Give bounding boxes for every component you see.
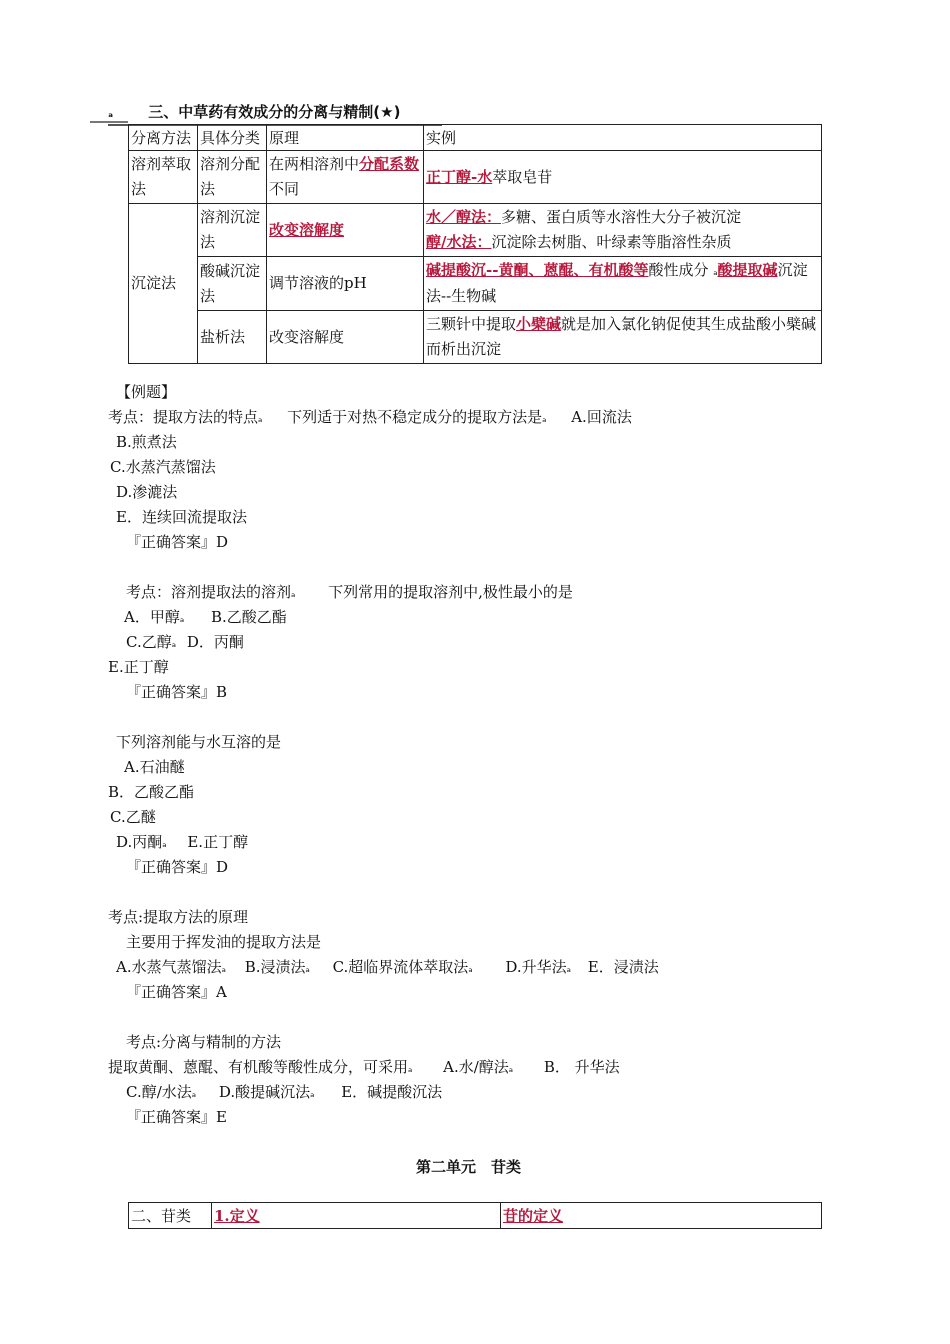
question-line: 考点：溶剂提取法的溶剂ₐ 下列常用的提取溶剂中,极性最小的是	[126, 583, 573, 601]
example-cell: 水／醇法：多糖、蛋白质等水溶性大分子被沉淀 醇/水法：沉淀除去树脂、叶绿素等脂溶性杂质	[424, 204, 822, 257]
option: B．乙酸乙酯	[108, 783, 195, 801]
table-row	[129, 257, 822, 311]
method-cell: 溶剂萃取法	[129, 151, 198, 204]
option-row: C.乙醇ₐ D．丙酮	[126, 633, 244, 651]
option: A.石油醚	[124, 758, 185, 776]
header-cell: 实例	[424, 125, 822, 151]
answer: 『正确答案』E	[126, 1108, 227, 1126]
option-row: C.醇/水法ₐ D.酸提碱沉法ₐ E．碱提酸沉法	[126, 1083, 443, 1101]
header-cell: 原理	[267, 125, 424, 151]
example-cell: 三颗针中提取小檗碱就是加入氯化钠促使其生成盐酸小檗碱而析出沉淀	[424, 311, 822, 364]
header-cell: 分离方法	[129, 125, 198, 151]
table-row	[129, 204, 822, 257]
table-row	[129, 151, 822, 204]
heading-rule	[90, 121, 128, 123]
example-cell: 正丁醇-水萃取皂苷	[424, 151, 822, 204]
method-cell: 沉淀法	[129, 204, 198, 364]
subcategory-cell: 酸碱沉淀法	[198, 257, 267, 311]
option-row: A．甲醇ₐ B.乙酸乙酯	[124, 608, 287, 626]
option: E.正丁醇	[108, 658, 169, 676]
option-row: D.丙酮ₐ E.正丁醇	[116, 833, 249, 851]
answer: 『正确答案』D	[126, 858, 229, 876]
paragraph-mark-icon: ₐ	[291, 587, 296, 600]
highlight-text: 正丁醇-水	[426, 167, 493, 186]
topic-cell: 1.定义	[212, 1203, 501, 1229]
table-header-row	[129, 125, 822, 151]
separation-methods-table	[128, 124, 822, 364]
question-line: 考点:分离与精制的方法	[126, 1033, 282, 1051]
principle-cell	[267, 204, 424, 257]
answer: 『正确答案』A	[126, 983, 227, 1001]
table-row	[129, 311, 822, 364]
question-line: 提取黄酮、蒽醌、有机酸等酸性成分，可采用ₐ A.水/醇法ₐ B． 升华法	[108, 1058, 620, 1076]
option-row: A.水蒸气蒸馏法ₐ B.浸渍法ₐ C.超临界流体萃取法ₐ D.升华法ₐ E．浸渍法	[116, 958, 659, 976]
question-line: 考点:提取方法的原理	[108, 908, 249, 926]
option: A.回流法	[571, 408, 632, 426]
paragraph-mark-icon: ₐ	[258, 412, 263, 425]
principle-cell: 调节溶液的pH	[267, 257, 424, 311]
principle-cell: 在两相溶剂中分配系数不同	[267, 151, 424, 204]
question-stem: 下列溶剂能与水互溶的是	[116, 733, 282, 751]
option: C.水蒸汽蒸馏法	[110, 458, 216, 476]
answer: 『正确答案』B	[126, 683, 228, 701]
answer: 『正确答案』D	[126, 533, 229, 551]
subcategory-cell: 盐析法	[198, 311, 267, 364]
detail-cell: 苷的定义	[501, 1203, 822, 1229]
unit-title: 第二单元 苷类	[416, 1158, 522, 1176]
paragraph-mark-icon: ₐ	[108, 107, 114, 120]
question-stem: 主要用于挥发油的提取方法是	[126, 933, 322, 951]
option: D.渗漉法	[116, 483, 178, 501]
question-line: 考点：提取方法的特点ₐ 下列适于对热不稳定成分的提取方法是ₐ A.回流法	[108, 408, 632, 426]
principle-cell: 改变溶解度	[267, 311, 424, 364]
option: C.乙醚	[110, 808, 156, 826]
subcategory-cell: 溶剂分配法	[198, 151, 267, 204]
examples-heading: 【例题】	[116, 383, 177, 401]
option: E．连续回流提取法	[116, 508, 247, 526]
glycoside-table	[128, 1202, 822, 1229]
highlight-text: 改变溶解度	[269, 220, 345, 239]
category-cell: 二、苷类	[129, 1203, 212, 1229]
paragraph-mark-icon: ₐ	[542, 412, 547, 425]
header-cell: 具体分类	[198, 125, 267, 151]
example-cell: 碱提酸沉--黄酮、蒽醌、有机酸等酸性成分 ₐ酸提取碱沉淀法--生物碱	[424, 257, 822, 311]
option: B.煎煮法	[116, 433, 177, 451]
section-title: 三、中草药有效成分的分离与精制(★)	[148, 103, 401, 121]
section-title-line	[108, 102, 442, 126]
table-row	[129, 1203, 822, 1229]
subcategory-cell: 溶剂沉淀法	[198, 204, 267, 257]
highlight-text: 分配系数	[359, 155, 420, 173]
